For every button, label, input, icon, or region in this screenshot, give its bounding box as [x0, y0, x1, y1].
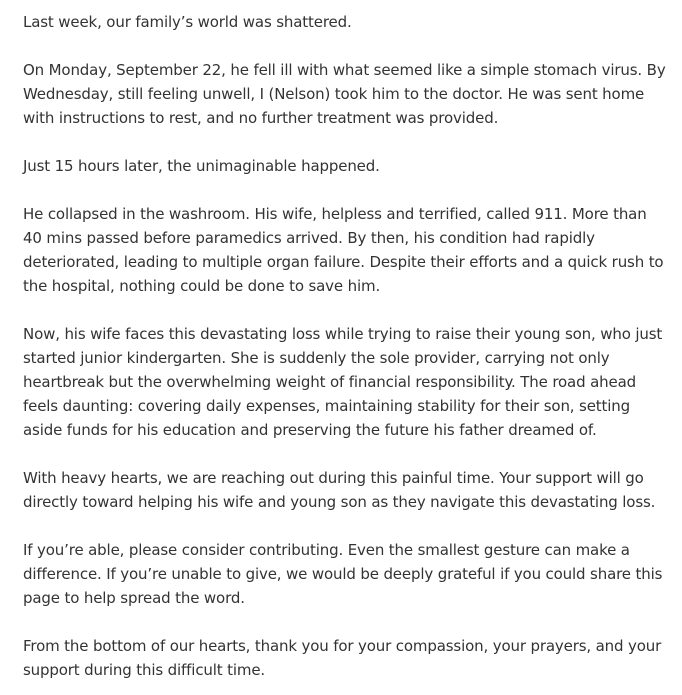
story-paragraph-4: He collapsed in the washroom. His wife, helpless and terrified, called 911. More than 40 mins passed before paramedics arrived. By then, his condition had rapidly deteriorated, leading to multiple organ failure. Despite their efforts and a quick rush to the hospital, nothing could be done to save him. — [23, 205, 664, 295]
story-paragraph-8: From the bottom of our hearts, thank you for your compassion, your prayers, and your support during this difficult time. — [23, 637, 662, 679]
story-paragraph-7: If you’re able, please consider contributing. Even the smallest gesture can make a difference. If you’re unable to give, we would be deeply grateful if you could share this page to help spread the word. — [23, 541, 663, 607]
story-paragraph-5: Now, his wife faces this devastating loss while trying to raise their young son, who just started junior kindergarten. She is suddenly the sole provider, carrying not only heartbreak but the overwhelming weight of financial responsibility. The road ahead feels daunting: covering daily expenses, maintaining stability for their son, setting aside funds for his education and preserving the future his father dreamed of. — [23, 325, 663, 439]
story-paragraph-1: Last week, our family’s world was shattered. — [23, 13, 352, 31]
story-paragraph-6: With heavy hearts, we are reaching out during this painful time. Your support will go directly toward helping his wife and young son as they navigate this devastating loss. — [23, 469, 656, 511]
story-paragraph-3: Just 15 hours later, the unimaginable happened. — [23, 157, 380, 175]
story-paragraph-2: On Monday, September 22, he fell ill with what seemed like a simple stomach virus. By Wednesday, still feeling unwell, I (Nelson) took him to the doctor. He was sent home with instructions to rest, and no further treatment was provided. — [23, 61, 666, 127]
